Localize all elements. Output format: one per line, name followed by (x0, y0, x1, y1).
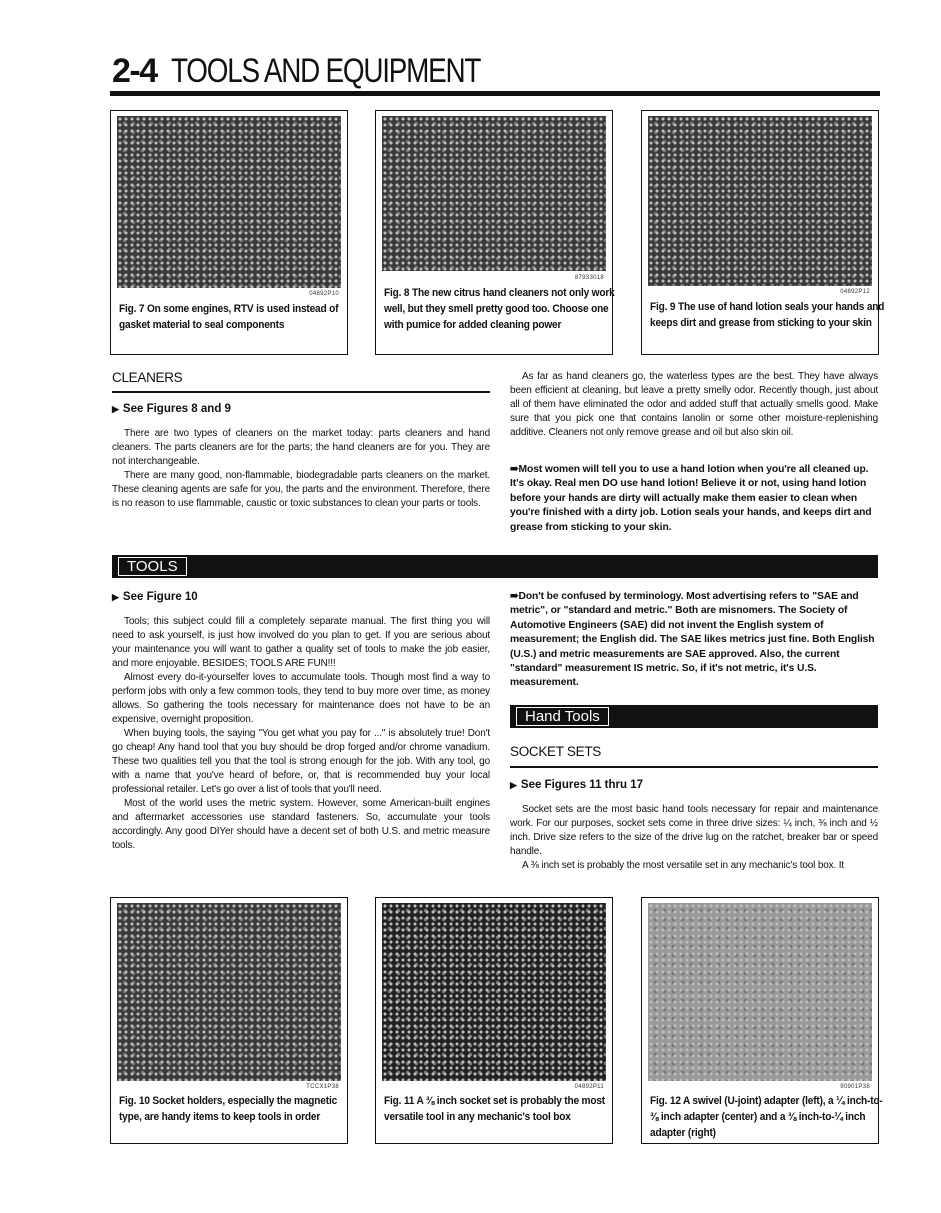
figure-photo (648, 116, 872, 286)
figure-code: 04892P10 (309, 291, 339, 297)
tools-body (112, 615, 490, 853)
chapter-title: TOOLS AND EQUIPMENT (170, 52, 480, 90)
figure-8 (375, 110, 613, 355)
note-text: Don't be confused by terminology. Most advertising refers to "SAE and metric", or "standard and metric." Both are misnomers. The Society of Automotive Engineers (SAE) did not invent the English system of measurement; the English did. The SAE likes metrics just fine. Both English (U.S.) and metric measurements are SAE approved. Also, the current "standard" measurement IS metric. So, if it's not metric, it's U.S. measurement. (510, 591, 875, 689)
figure-12 (641, 897, 883, 1144)
tools-banner (112, 555, 878, 578)
see-figures-11-17 (510, 779, 643, 791)
figure-photo (117, 903, 341, 1081)
socket-sets-body (510, 803, 878, 873)
figure-photo (648, 903, 872, 1081)
figure-photo (382, 903, 606, 1081)
note-text: Most women will tell you to use a hand lotion when you're all cleaned up. It's okay. Real men DO use hand lotion! Believe it or not, using hand lotion before your hands are dirty will actually make them easier to clean when you're finished with a dirty job. Lotion seals your hands, and keeps dirt and grease from sticking to your skin. (510, 464, 872, 533)
section-rule (510, 766, 878, 768)
paragraph: There are two types of cleaners on the market today: parts cleaners and hand cleaners. The parts cleaners are for the parts; the hand cleaners are for you. They are not interchangeable. (112, 428, 490, 467)
see-text: See Figure 10 (122, 591, 198, 603)
figure-caption: Fig. 7 On some engines, RTV is used instead of gasket material to seal components (119, 303, 339, 331)
see-figure-10 (112, 591, 198, 603)
page-header (112, 52, 548, 91)
socket-sets-heading: SOCKET SETS (510, 744, 601, 759)
figure-code: TCCX1P38 (306, 1084, 339, 1090)
see-figures-8-9 (112, 403, 231, 415)
figure-code: 04892P12 (840, 289, 870, 295)
paragraph: Tools; this subject could fill a completely separate manual. The first thing you will need to ask yourself, is just how involved do you plan to get. If you are serious about your maintenance you will want to gather a quality set of tools to make the job easier, and more enjoyable. BESIDES; TOOLS ARE FUN!!! (112, 616, 490, 669)
figure-caption: Fig. 8 The new citrus hand cleaners not only work well, but they smell pretty good too. Choose one with pumice for added cleaning power (384, 287, 615, 331)
see-text: See Figures 8 and 9 (122, 403, 231, 415)
paragraph: As far as hand cleaners go, the waterless types are the best. They have always been efficient at cleaning, but leave a pretty smelly odor. Recently though, just about all of them have eliminated the odor and added stuff that actually smells good. Make sure that you pick one that contains lanolin or some other moisture-replenishing additive. Cleaners not only remove grease and oil but also skin oil. (510, 371, 878, 438)
figure-caption: Fig. 11 A ⅜ inch socket set is probably the most versatile tool in any mechanic's tool box (384, 1095, 606, 1123)
figure-11 (375, 897, 613, 1144)
page-number: 2-4 (112, 52, 157, 90)
figure-photo (382, 116, 606, 271)
arrow-icon: ▶ (112, 404, 119, 414)
figure-7 (110, 110, 348, 355)
figure-10 (110, 897, 348, 1144)
figure-caption: Fig. 12 A swivel (U-joint) adapter (left), a ¼ inch-to-⅜ inch adapter (center) and a ⅜ inch-to-¼ inch adapter (right) (650, 1095, 883, 1139)
header-rule (110, 91, 880, 96)
figure-photo (117, 116, 341, 288)
cleaners-right (510, 370, 878, 440)
figure-code: 04892P11 (574, 1084, 604, 1090)
arrow-icon: ▶ (510, 780, 517, 790)
arrow-icon: ▶ (112, 592, 119, 602)
paragraph: Socket sets are the most basic hand tools necessary for repair and maintenance work. For our purposes, socket sets come in three drive sizes: ¼ inch, ⅜ inch and ½ inch. Drive size refers to the size of the drive lug on the ratchet, breaker bar or speed handle. (510, 804, 878, 857)
paragraph: Most of the world uses the metric system. However, some American-built engines and aftermarket accessories use standard fasteners. So, accumulate your tools accordingly. Any good DIYer should have a decent set of both U.S. and metric measure tools. (112, 798, 490, 851)
cleaners-heading: CLEANERS (112, 370, 183, 385)
figure-caption: Fig. 10 Socket holders, especially the magnetic type, are handy items to keep tools in order (119, 1095, 338, 1123)
paragraph: A ⅜ inch set is probably the most versatile set in any mechanic's tool box. It (522, 860, 845, 871)
cleaners-body (112, 427, 490, 511)
figure-9 (641, 110, 885, 355)
banner-label: Hand Tools (516, 707, 609, 726)
terminology-note: ➠Don't be confused by terminology. Most advertising refers to "SAE and metric", or "standard and metric." Both are misnomers. The Society of Automotive Engineers (SAE) did not invent the English system of measurement; the English did. The SAE likes metrics just fine. Both English (U.S.) and metric measurements are SAE approved. Also, the current "standard" measurement IS metric. So, if it's not metric, it's U.S. measurement. (510, 591, 875, 689)
see-text: See Figures 11 thru 17 (520, 779, 644, 791)
paragraph: When buying tools, the saying "You get what you pay for ..." is absolutely true! Don't go cheap! Any hand tool that you buy should be drop forged and/or chrome vanadium. These two qualities tell you that the tool is strong enough for the job. With any tool, go with a name that you've heard of before, or, that is recommended buy your local professional retailer. Let's go over a list of tools that you'll need. (112, 728, 490, 795)
figure-caption: Fig. 9 The use of hand lotion seals your hands and keeps dirt and grease from sticking to your skin (650, 301, 885, 329)
paragraph: Almost every do-it-yourselfer loves to accumulate tools. Though most find a way to perform jobs with only a few common tools, they tend to buy more over time, as money allows. So gathering the tools necessary for maintenance does not have to be an expensive, overnight proposition. (112, 672, 490, 725)
paragraph: There are many good, non-flammable, biodegradable parts cleaners on the market. These cleaning agents are safe for you, the parts and the environment. Therefore, there is no reason to use flammable, caustic or toxic substances to clean your parts or tools. (112, 470, 490, 509)
banner-label: TOOLS (118, 557, 187, 576)
hand-tools-banner (510, 705, 878, 728)
lotion-note: ➠Most women will tell you to use a hand lotion when you're all cleaned up. It's okay. Real men DO use hand lotion! Believe it or not, using hand lotion before your hands are dirty will actually make them easier to clean when you're finished with a dirty job. Lotion seals your hands, and keeps dirt and grease from sticking to your skin. (510, 464, 872, 533)
section-rule (112, 391, 490, 393)
figure-code: 87933018 (574, 275, 604, 281)
figure-code: 90901P38 (840, 1084, 870, 1090)
